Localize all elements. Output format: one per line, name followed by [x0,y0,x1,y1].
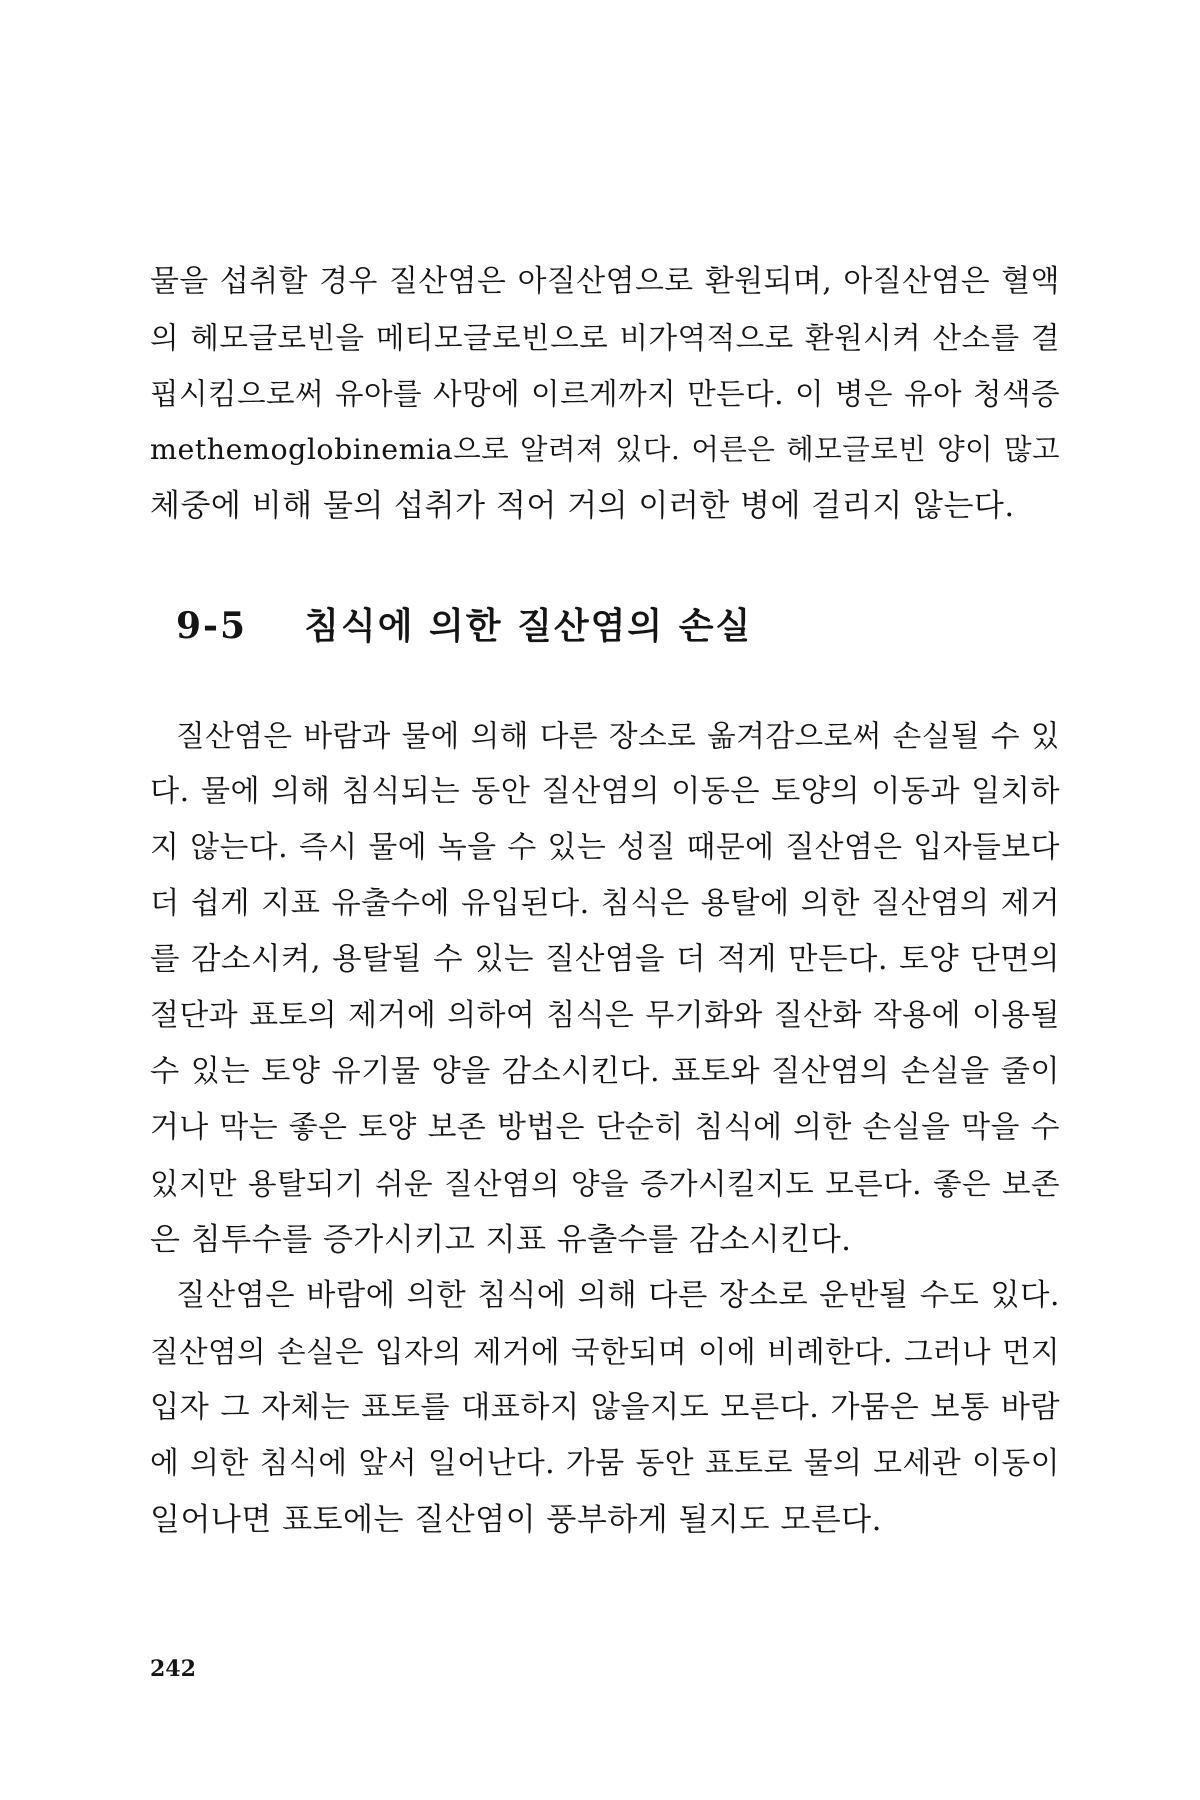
text-line: 수 있는 토양 유기물 양을 감소시킨다. 표토와 질산염의 손실을 줄이 [150,1054,1060,1089]
text-line: 질산염은 바람과 물에 의해 다른 장소로 옮겨감으로써 손실될 수 있 [176,718,1060,753]
text-line: 에 의한 침식에 앞서 일어난다. 가뭄 동안 표토로 물의 모세관 이동이 [150,1446,1060,1481]
text-line: 입자 그 자체는 표토를 대표하지 않을지도 모른다. 가뭄은 보통 바람 [150,1390,1060,1425]
text-line: 핍시킴으로써 유아를 사망에 이르게까지 만든다. 이 병은 유아 청색증 [150,377,1060,411]
text-line: 거나 막는 좋은 토양 보존 방법은 단순히 침식에 의한 손실을 막을 수 [150,1110,1060,1145]
text-line: 를 감소시켜, 용탈될 수 있는 질산염을 더 적게 만든다. 토양 단면의 [150,942,1060,977]
text-line: methemoglobinemia으로 알려져 있다. 어른은 헤모글로빈 양이 많고 [150,433,1060,466]
section-title: 침식에 의한 질산염의 손실 [304,605,753,647]
text-line: 질산염은 바람에 의한 침식에 의해 다른 장소로 운반될 수도 있다. [176,1278,1060,1313]
section-heading [176,604,752,648]
text-line: 은 침투수를 증가시키고 지표 유출수를 감소시킨다. [150,1222,852,1258]
text-line: 의 헤모글로빈을 메티모글로빈으로 비가역적으로 환원시켜 산소를 결 [150,321,1060,355]
text-line: 체중에 비해 물의 섭취가 적어 거의 이러한 병에 걸리지 않는다. [150,488,1015,524]
page-number: 242 [150,1656,196,1682]
text-line: 절단과 표토의 제거에 의하여 침식은 무기화와 질산화 작용에 이용될 [150,998,1060,1033]
text-line: 지 않는다. 즉시 물에 녹을 수 있는 성질 때문에 질산염은 입자들보다 [150,830,1060,865]
text-line: 다. 물에 의해 침식되는 동안 질산염의 이동은 토양의 이동과 일치하 [150,774,1060,809]
section-number: 9-5 [176,605,248,647]
text-line: 질산염의 손실은 입자의 제거에 국한되며 이에 비례한다. 그러나 먼지 [150,1335,1060,1369]
text-line: 더 쉽게 지표 유출수에 유입된다. 침식은 용탈에 의한 질산염의 제거 [150,886,1060,921]
text-line: 물을 섭취할 경우 질산염은 아질산염으로 환원되며, 아질산염은 혈액 [150,264,1060,299]
text-line: 있지만 용탈되기 쉬운 질산염의 양을 증가시킬지도 모른다. 좋은 보존 [150,1167,1060,1201]
text-line: 일어나면 표토에는 질산염이 풍부하게 될지도 모른다. [150,1502,882,1538]
